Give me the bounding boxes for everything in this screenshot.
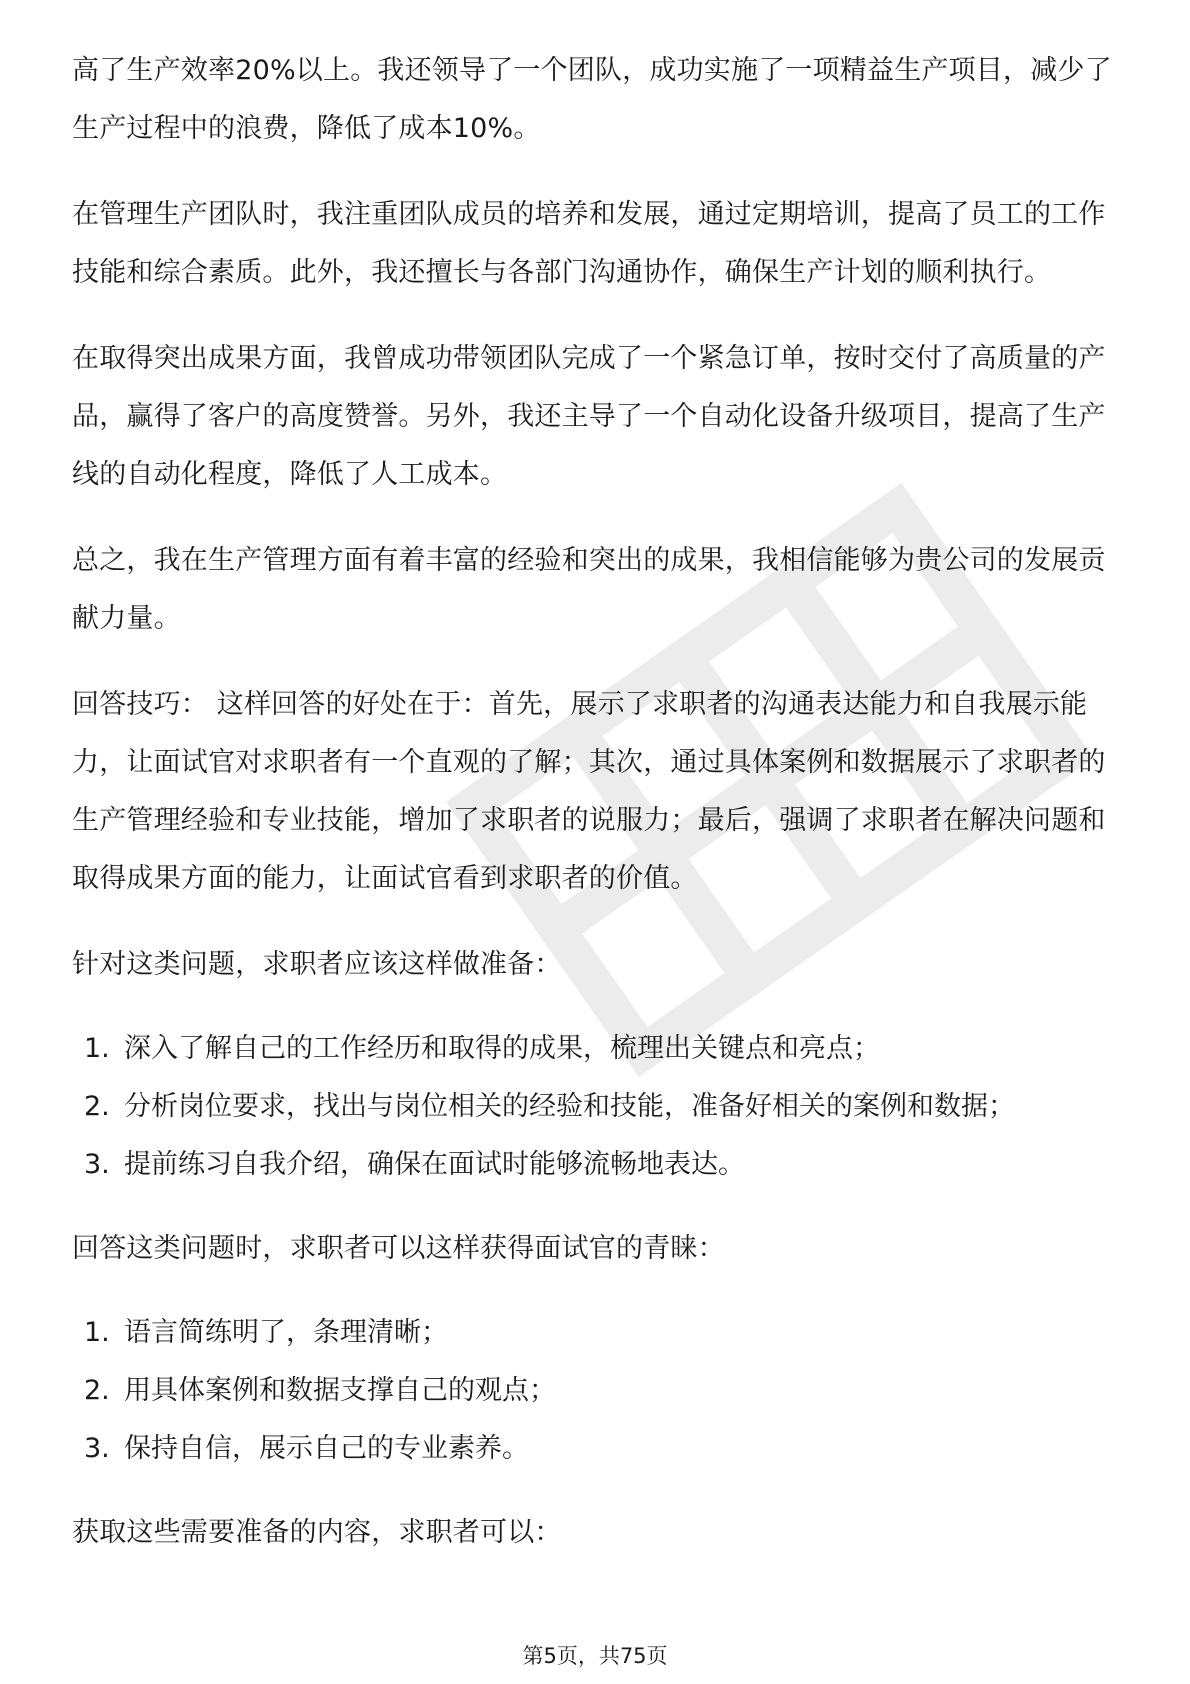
- list-item: 2. 用具体案例和数据支撑自己的观点；: [84, 1375, 556, 1406]
- document-page: [72, 42, 1132, 1590]
- prep-intro: 针对这类问题，求职者应该这样做准备：: [72, 949, 562, 980]
- list-item: 1. 深入了解自己的工作经历和取得的成果，梳理出关键点和亮点；: [84, 1033, 880, 1064]
- closing-line: 获取这些需要准备的内容，求职者可以：: [72, 1517, 562, 1548]
- paragraph-achievements: 在取得突出成果方面，我曾成功带领团队完成了一个紧急订单，按时交付了高质量的产品，赢得了客户的高度赞誉。另外，我还主导了一个自动化设备升级项目，提高了生产线的自动化程度，降低了人工成本。: [72, 343, 1106, 490]
- list-item: 1. 语言简练明了，条理清晰；: [84, 1317, 448, 1348]
- paragraph-efficiency: 高了生产效率20%以上。我还领导了一个团队，成功实施了一项精益生产项目，减少了生产过程中的浪费，降低了成本10%。: [72, 55, 1112, 144]
- list-item: 2. 分析岗位要求，找出与岗位相关的经验和技能，准备好相关的案例和数据；: [84, 1091, 1015, 1122]
- favor-list: [72, 1304, 1132, 1478]
- page-number: 第5页，共75页: [522, 1644, 668, 1668]
- favor-intro: 回答这类问题时，求职者可以这样获得面试官的青睐：: [72, 1233, 725, 1264]
- paragraph-answer-tips: 回答技巧： 这样回答的好处在于：首先，展示了求职者的沟通表达能力和自我展示能力，让面试官对求职者有一个直观的了解；其次，通过具体案例和数据展示了求职者的生产管理经验和专业技能，增加了求职者的说服力；最后，强调了求职者在解决问题和取得成果方面的能力，让面试官看到求职者的价值。: [72, 689, 1106, 894]
- list-item: 3. 提前练习自我介绍，确保在面试时能够流畅地表达。: [84, 1149, 745, 1180]
- paragraph-summary: 总之，我在生产管理方面有着丰富的经验和突出的成果，我相信能够为贵公司的发展贡献力量。: [72, 545, 1106, 634]
- paragraph-team-management: 在管理生产团队时，我注重团队成员的培养和发展，通过定期培训，提高了员工的工作技能和综合素质。此外，我还擅长与各部门沟通协作，确保生产计划的顺利执行。: [72, 199, 1106, 288]
- prep-list: [72, 1020, 1132, 1194]
- list-item: 3. 保持自信，展示自己的专业素养。: [84, 1433, 529, 1464]
